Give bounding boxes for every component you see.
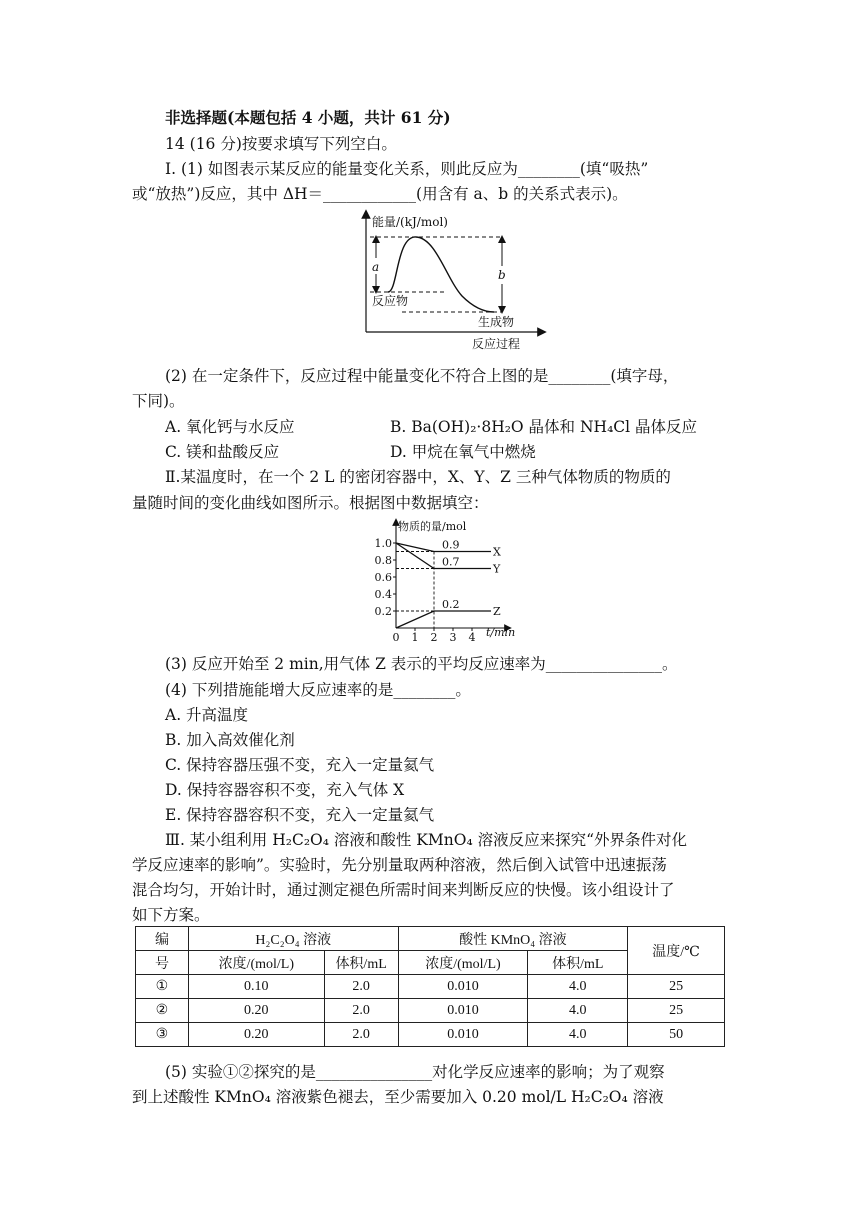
y-tick-label: 0.2 [374,605,392,618]
chart-xlabel: t/min [486,626,516,639]
x-tick-label: 0 [392,631,400,642]
option-a: A. 氧化钙与水反应 [165,418,295,436]
label-a: a [372,260,380,274]
chart-ylabel: 物质的量/mol [398,520,467,533]
q4-option-d: D. 保持容器容积不变，充入气体 X [165,781,405,799]
cell-temperature: 25 [628,975,725,999]
x-tick-label: 3 [449,631,457,642]
cell-vol-oxalic: 2.0 [324,1023,398,1047]
energy-ylabel: 能量/(kJ/mol) [372,215,448,229]
question-4: (4) 下列措施能增大反应速率的是________。 [165,681,471,699]
series-line-z [396,611,491,628]
part3-intro-line3: 混合均匀，开始计时，通过测定褪色所需时间来判断反应的快慢。该小组设计了 [132,881,675,899]
header-conc-oxalic: 浓度/(mol/L) [188,951,324,975]
q4-option-e: E. 保持容器容积不变，充入一定量氦气 [165,806,435,824]
label-b: b [498,268,506,282]
amount-time-chart [358,518,528,642]
question-14-stem: 14 (16 分)按要求填写下列空白。 [165,135,397,153]
table-header-row-1 [136,927,725,951]
part2-intro-line2: 量随时间的变化曲线如图所示。根据图中数据填空： [132,494,489,512]
header-vol-oxalic: 体积/mL [324,951,398,975]
table-row [136,975,725,999]
question-2-line2: 下同)。 [132,392,185,410]
energy-diagram [352,208,552,354]
header-oxalic: H₂C₂O₄ 溶液 [188,927,398,951]
cell-vol-kmno4: 4.0 [528,975,628,999]
question-2-line1: (2) 在一定条件下，反应过程中能量变化不符合上图的是________(填字母， [165,367,679,385]
cell-temperature: 25 [628,999,725,1023]
y-tick-label: 1.0 [374,537,392,550]
option-c: C. 镁和盐酸反应 [165,443,280,461]
cell-conc-oxalic: 0.20 [188,1023,324,1047]
part3-intro-line4: 如下方案。 [132,906,210,924]
cell-temperature: 50 [628,1023,725,1047]
question-3: (3) 反应开始至 2 min,用气体 Z 表示的平均反应速率为_______________。 [165,655,678,673]
x-tick-label: 2 [430,631,438,642]
series-name-x: X [493,545,501,559]
table-row [136,999,725,1023]
question-1-line1: Ⅰ. (1) 如图表示某反应的能量变化关系，则此反应为________(填“吸热” [165,160,649,178]
cell-vol-kmno4: 4.0 [528,1023,628,1047]
reactant-label: 反应物 [372,294,409,308]
cell-vol-oxalic: 2.0 [324,975,398,999]
header-temperature: 温度/℃ [628,927,725,975]
header-id-top: 编 [136,927,189,951]
series-name-y: Y [493,562,501,576]
x-tick-label: 4 [468,631,476,642]
cell-id: ② [136,999,189,1023]
header-id-bottom: 号 [136,951,189,975]
part3-intro-line2: 学反应速率的影响”。实验时，先分别量取两种溶液，然后倒入试管中迅速振荡 [132,856,667,874]
option-b: B. Ba(OH)₂·8H₂O 晶体和 NH₄Cl 晶体反应 [390,418,698,436]
cell-conc-oxalic: 0.10 [188,975,324,999]
data-label-y: 0.7 [442,555,460,569]
product-label: 生成物 [478,315,515,329]
cell-conc-kmno4: 0.010 [398,1023,528,1047]
cell-conc-kmno4: 0.010 [398,975,528,999]
experiment-table [135,926,725,1047]
cell-id: ③ [136,1023,189,1047]
q4-option-a: A. 升高温度 [165,706,249,724]
table-row [136,1023,725,1047]
cell-conc-kmno4: 0.010 [398,999,528,1023]
question-5-line1: (5) 实验①②探究的是_______________对化学反应速率的影响；为了观察 [165,1063,665,1081]
series-name-z: Z [493,605,501,618]
part2-intro-line1: Ⅱ.某温度时，在一个 2 L 的密闭容器中，X、Y、Z 三种气体物质的物质的 [165,468,671,486]
data-label-x: 0.9 [442,538,460,552]
x-tick-label: 1 [411,631,419,642]
section-heading: 非选择题(本题包括 4 小题，共计 61 分) [165,108,451,127]
cell-id: ① [136,975,189,999]
q4-option-c: C. 保持容器压强不变，充入一定量氦气 [165,756,435,774]
header-conc-kmno4: 浓度/(mol/L) [398,951,528,975]
cell-conc-oxalic: 0.20 [188,999,324,1023]
part3-intro-line1: Ⅲ. 某小组利用 H₂C₂O₄ 溶液和酸性 KMnO₄ 溶液反应来探究“外界条件对化 [165,831,688,849]
y-tick-label: 0.4 [374,588,392,601]
energy-xlabel: 反应过程 [472,337,521,351]
y-tick-label: 0.6 [374,571,392,584]
question-1-line2: 或“放热”)反应，其中 ΔH＝____________(用含有 a、b 的关系式表示)。 [132,185,628,203]
y-tick-label: 0.8 [374,554,392,567]
q4-option-b: B. 加入高效催化剂 [165,731,295,749]
data-label-z: 0.2 [442,598,460,611]
option-d: D. 甲烷在氧气中燃烧 [390,443,536,461]
header-kmno4: 酸性 KMnO₄ 溶液 [398,927,628,951]
question-5-line2: 到上述酸性 KMnO₄ 溶液紫色褪去，至少需要加入 0.20 mol/L H₂C₂O₄ 溶液 [132,1088,664,1106]
header-vol-kmno4: 体积/mL [528,951,628,975]
cell-vol-oxalic: 2.0 [324,999,398,1023]
cell-vol-kmno4: 4.0 [528,999,628,1023]
